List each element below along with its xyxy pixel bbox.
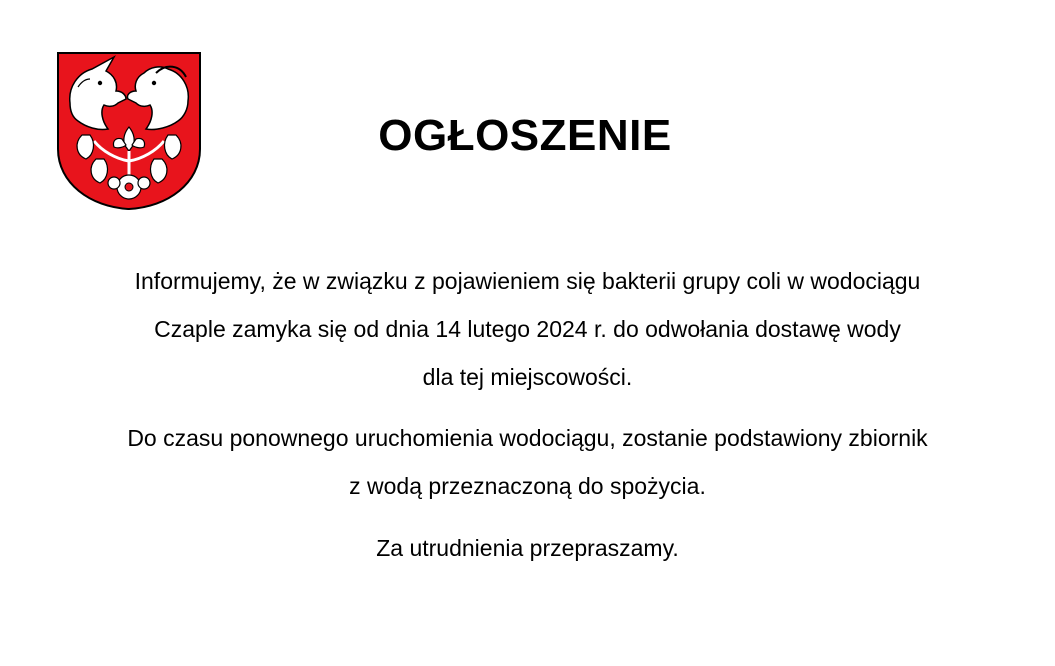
notice-paragraph-3 bbox=[40, 524, 1015, 572]
coat-of-arms-icon bbox=[56, 51, 202, 211]
notice-paragraph-1-line-1: Informujemy, że w związku z pojawieniem się bakterii grupy coli w wodociągu bbox=[134, 268, 921, 294]
notice-paragraph-2-line-2: z wodą przeznaczoną do spożycia. bbox=[349, 473, 706, 499]
notice-paragraph-1-line-2: Czaple zamyka się od dnia 14 lutego 2024 r. do odwołania dostawę wody bbox=[154, 316, 901, 342]
notice-paragraph-2-line-1: Do czasu ponownego uruchomienia wodociągu, zostanie podstawiony zbiornik bbox=[127, 425, 928, 451]
notice-title: OGŁOSZENIE bbox=[378, 111, 672, 160]
notice-paragraph-1-line-3: dla tej miejscowości. bbox=[422, 364, 633, 390]
notice-paragraph-3-line-1: Za utrudnienia przepraszamy. bbox=[376, 535, 679, 561]
notice-paragraph-2 bbox=[40, 414, 1015, 510]
notice-paragraph-1 bbox=[40, 257, 1015, 401]
